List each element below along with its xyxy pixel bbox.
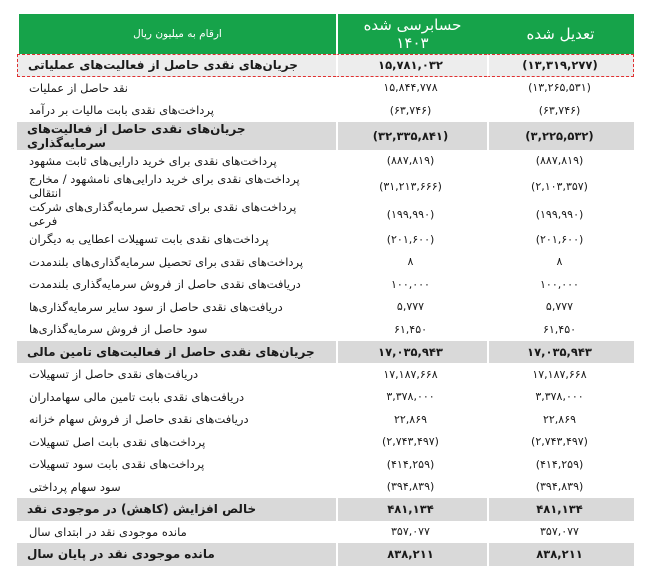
cell-item-label: خالص افزایش (کاهش) در موجودی نقد — [17, 498, 336, 521]
cell-adjusted: (۳,۲۲۵,۵۳۲) — [487, 122, 634, 150]
cell-item-label: دریافت‌های نقدی حاصل از تسهیلات — [17, 363, 336, 386]
table-body — [17, 54, 634, 566]
table-row — [17, 408, 634, 431]
cell-audited: ۱۷,۱۸۷,۶۶۸ — [336, 363, 487, 386]
cell-item-label: دریافت‌های نقدی حاصل از سود سایر سرمایه‌گذاری‌ها — [17, 296, 336, 319]
table-row — [17, 273, 634, 296]
cell-audited: ۱۰۰,۰۰۰ — [336, 273, 487, 296]
column-header-units-note: ارقام به میلیون ریال — [17, 14, 336, 54]
table-row — [17, 543, 634, 566]
cell-audited: (۳۲,۳۳۵,۸۴۱) — [336, 122, 487, 150]
cell-audited: (۱۹۹,۹۹۰) — [336, 200, 487, 228]
cell-adjusted: (۱۹۹,۹۹۰) — [487, 200, 634, 228]
table-row — [17, 521, 634, 544]
table-row — [17, 341, 634, 364]
cell-adjusted: (۶۳,۷۴۶) — [487, 99, 634, 122]
cell-adjusted: ۱۷,۱۸۷,۶۶۸ — [487, 363, 634, 386]
cell-audited: (۲,۷۴۳,۴۹۷) — [336, 431, 487, 454]
cell-adjusted: (۴۱۴,۲۵۹) — [487, 453, 634, 476]
table-row — [17, 77, 634, 100]
cell-audited: ۱۵,۷۸۱,۰۳۲ — [336, 54, 487, 77]
cell-item-label: پرداخت‌های نقدی بابت مالیات بر درآمد — [17, 99, 336, 122]
cell-adjusted: ۳,۳۷۸,۰۰۰ — [487, 386, 634, 409]
cell-item-label: مانده موجودی نقد در ابتدای سال — [17, 521, 336, 544]
table-row — [17, 150, 634, 173]
cell-adjusted: (۲۰۱,۶۰۰) — [487, 228, 634, 251]
cell-adjusted: ۲۲,۸۶۹ — [487, 408, 634, 431]
cell-item-label: پرداخت‌های نقدی برای خرید دارایی‌های نامشهود / مخارج انتقالی — [17, 172, 336, 200]
cell-item-label: مانده موجودی نقد در پایان سال — [17, 543, 336, 566]
table-row — [17, 431, 634, 454]
cell-adjusted: (۲,۷۴۳,۴۹۷) — [487, 431, 634, 454]
cell-item-label: دریافت‌های نقدی بابت تامین مالی سهامداران — [17, 386, 336, 409]
table-row — [17, 318, 634, 341]
cell-adjusted: (۳۹۴,۸۳۹) — [487, 476, 634, 499]
cashflow-table — [17, 14, 634, 566]
table-header — [17, 14, 634, 54]
table-row — [17, 251, 634, 274]
cell-audited: ۱۷,۰۳۵,۹۴۳ — [336, 341, 487, 364]
table-row — [17, 453, 634, 476]
cell-adjusted: (۲,۱۰۳,۳۵۷) — [487, 172, 634, 200]
cell-adjusted: ۵,۷۷۷ — [487, 296, 634, 319]
cell-audited: (۳۱,۲۱۳,۶۶۶) — [336, 172, 487, 200]
column-header-audited: حسابرسی شده ۱۴۰۳ — [336, 14, 487, 54]
cell-audited: (۸۸۷,۸۱۹) — [336, 150, 487, 173]
cell-item-label: پرداخت‌های نقدی برای تحصیل سرمایه‌گذاری‌های شرکت فرعی — [17, 200, 336, 228]
cell-item-label: دریافت‌های نقدی حاصل از فروش سهام خزانه — [17, 408, 336, 431]
cell-item-label: جریان‌های نقدی حاصل از فعالیت‌های تامین مالی — [17, 341, 336, 364]
cell-audited: ۸ — [336, 251, 487, 274]
cell-item-label: پرداخت‌های نقدی بابت سود تسهیلات — [17, 453, 336, 476]
cell-adjusted: (۸۸۷,۸۱۹) — [487, 150, 634, 173]
cell-adjusted: (۱۳,۳۱۹,۲۷۷) — [487, 54, 634, 77]
cell-adjusted: ۱۷,۰۳۵,۹۴۳ — [487, 341, 634, 364]
table-row — [17, 122, 634, 150]
cell-audited: (۲۰۱,۶۰۰) — [336, 228, 487, 251]
table-row — [17, 228, 634, 251]
table-row — [17, 99, 634, 122]
table-row — [17, 386, 634, 409]
cell-item-label: دریافت‌های نقدی حاصل از فروش سرمایه‌گذاری بلندمدت — [17, 273, 336, 296]
cell-adjusted: ۳۵۷,۰۷۷ — [487, 521, 634, 544]
cell-audited: ۳,۳۷۸,۰۰۰ — [336, 386, 487, 409]
cell-audited: ۴۸۱,۱۳۴ — [336, 498, 487, 521]
cell-audited: (۴۱۴,۲۵۹) — [336, 453, 487, 476]
cell-audited: ۱۵,۸۴۴,۷۷۸ — [336, 77, 487, 100]
cell-item-label: پرداخت‌های نقدی بابت اصل تسهیلات — [17, 431, 336, 454]
cell-item-label: جریان‌های نقدی حاصل از فعالیت‌های سرمایه‌گذاری — [17, 122, 336, 150]
cell-audited: ۸۳۸,۲۱۱ — [336, 543, 487, 566]
cell-audited: ۳۵۷,۰۷۷ — [336, 521, 487, 544]
table-row — [17, 363, 634, 386]
table-header-row — [17, 14, 634, 54]
cell-adjusted: ۶۱,۴۵۰ — [487, 318, 634, 341]
cell-item-label: پرداخت‌های نقدی برای تحصیل سرمایه‌گذاری‌های بلندمدت — [17, 251, 336, 274]
table-row — [17, 498, 634, 521]
table-row — [17, 476, 634, 499]
cell-adjusted: ۴۸۱,۱۳۴ — [487, 498, 634, 521]
table-row — [17, 296, 634, 319]
table-row — [17, 172, 634, 200]
column-header-adjusted: تعدیل شده — [487, 14, 634, 54]
cell-item-label: جریان‌های نقدی حاصل از فعالیت‌های عملیاتی — [17, 54, 336, 77]
cell-adjusted: ۸۳۸,۲۱۱ — [487, 543, 634, 566]
cell-item-label: پرداخت‌های نقدی بابت تسهیلات اعطایی به دیگران — [17, 228, 336, 251]
table-row — [17, 200, 634, 228]
table-row — [17, 54, 634, 77]
cell-item-label: پرداخت‌های نقدی برای خرید دارایی‌های ثابت مشهود — [17, 150, 336, 173]
cell-item-label: نقد حاصل از عملیات — [17, 77, 336, 100]
cell-adjusted: ۸ — [487, 251, 634, 274]
cell-audited: ۲۲,۸۶۹ — [336, 408, 487, 431]
cell-adjusted: ۱۰۰,۰۰۰ — [487, 273, 634, 296]
cell-audited: ۶۱,۴۵۰ — [336, 318, 487, 341]
cell-item-label: سود حاصل از فروش سرمایه‌گذاری‌ها — [17, 318, 336, 341]
cell-audited: ۵,۷۷۷ — [336, 296, 487, 319]
cell-item-label: سود سهام پرداختی — [17, 476, 336, 499]
cell-adjusted: (۱۳,۲۶۵,۵۳۱) — [487, 77, 634, 100]
cell-audited: (۳۹۴,۸۳۹) — [336, 476, 487, 499]
cell-audited: (۶۳,۷۴۶) — [336, 99, 487, 122]
